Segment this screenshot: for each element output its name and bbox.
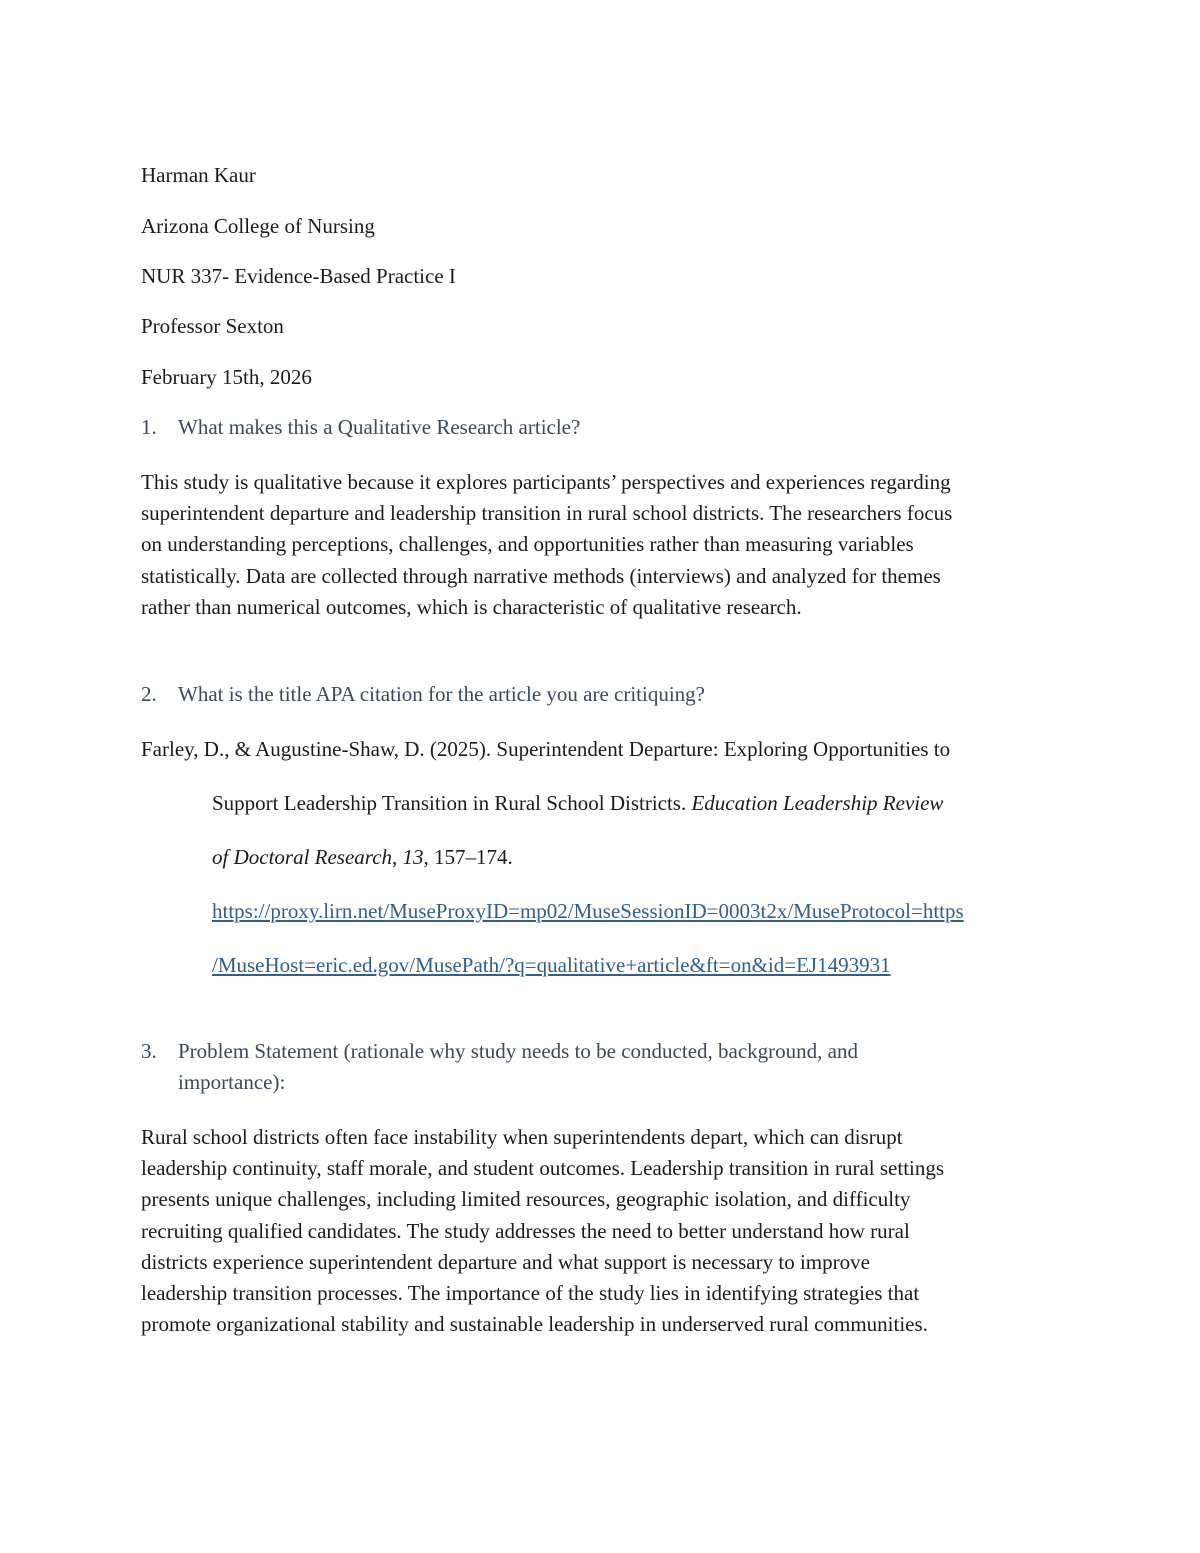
citation-journal: Education Leadership Review [691,791,944,815]
institution-name: Arizona College of Nursing [141,214,375,238]
question-number: 2. [141,682,157,706]
answer-line: presents unique challenges, including limited resources, geographic isolation, and difficulty [141,1187,911,1212]
citation-pages: , 157–174. [423,845,513,869]
citation-line-2 [212,788,943,818]
citation-sep: , [392,845,403,869]
answer-1 [141,467,1061,623]
answer-line: superintendent departure and leadership transition in rural school districts. The researchers focus [141,501,953,526]
question-3 [141,1036,858,1098]
citation-url-line-2[interactable]: /MuseHost=eric.ed.gov/MusePath/?q=qualitative+article&ft=on&id=EJ1493931 [212,953,891,977]
citation-url-line-1[interactable]: https://proxy.lirn.net/MuseProxyID=mp02/MuseSessionID=0003t2x/MuseProtocol=https [212,899,964,923]
question-text-line: importance): [178,1070,286,1094]
answer-line: This study is qualitative because it explores participants’ perspectives and experiences regarding [141,470,951,494]
citation-line-1: Farley, D., & Augustine-Shaw, D. (2025). Superintendent Departure: Exploring Opportunities to [141,737,951,761]
question-2 [141,679,705,710]
answer-line: recruiting qualified candidates. The study addresses the need to better understand how rural [141,1218,910,1243]
question-text-line: Problem Statement (rationale why study needs to be conducted, background, and [178,1039,858,1063]
question-text: What is the title APA citation for the article you are critiquing? [178,682,705,706]
course-title: NUR 337- Evidence-Based Practice I [141,264,456,288]
question-number: 1. [141,415,157,439]
citation-line-3 [212,842,513,872]
answer-line: leadership transition processes. The importance of the study lies in identifying strategies that [141,1281,920,1306]
answer-line: rather than numerical outcomes, which is characteristic of qualitative research. [141,594,802,619]
answer-line: leadership continuity, staff morale, and student outcomes. Leadership transition in rural settings [141,1156,945,1181]
answer-line: on understanding perceptions, challenges, and opportunities rather than measuring variables [141,532,914,557]
question-text: What makes this a Qualitative Research article? [178,415,581,439]
professor-name: Professor Sexton [141,314,284,338]
citation-title: Support Leadership Transition in Rural School Districts. [212,791,692,815]
answer-line: Rural school districts often face instability when superintendents depart, which can disrupt [141,1125,903,1149]
answer-line: statistically. Data are collected through narrative methods (interviews) and analyzed for themes [141,563,941,588]
answer-line: districts experience superintendent departure and what support is necessary to improve [141,1249,870,1274]
citation-journal-cont: of Doctoral Research [212,845,393,869]
question-1 [141,412,580,443]
document-date: February 15th, 2026 [141,365,312,389]
answer-3 [141,1122,1061,1340]
question-text [178,1036,858,1098]
author-name: Harman Kaur [141,163,256,187]
citation-volume: 13 [402,845,424,869]
answer-line: promote organizational stability and sustainable leadership in underserved rural communities. [141,1312,928,1337]
question-number: 3. [141,1039,157,1063]
